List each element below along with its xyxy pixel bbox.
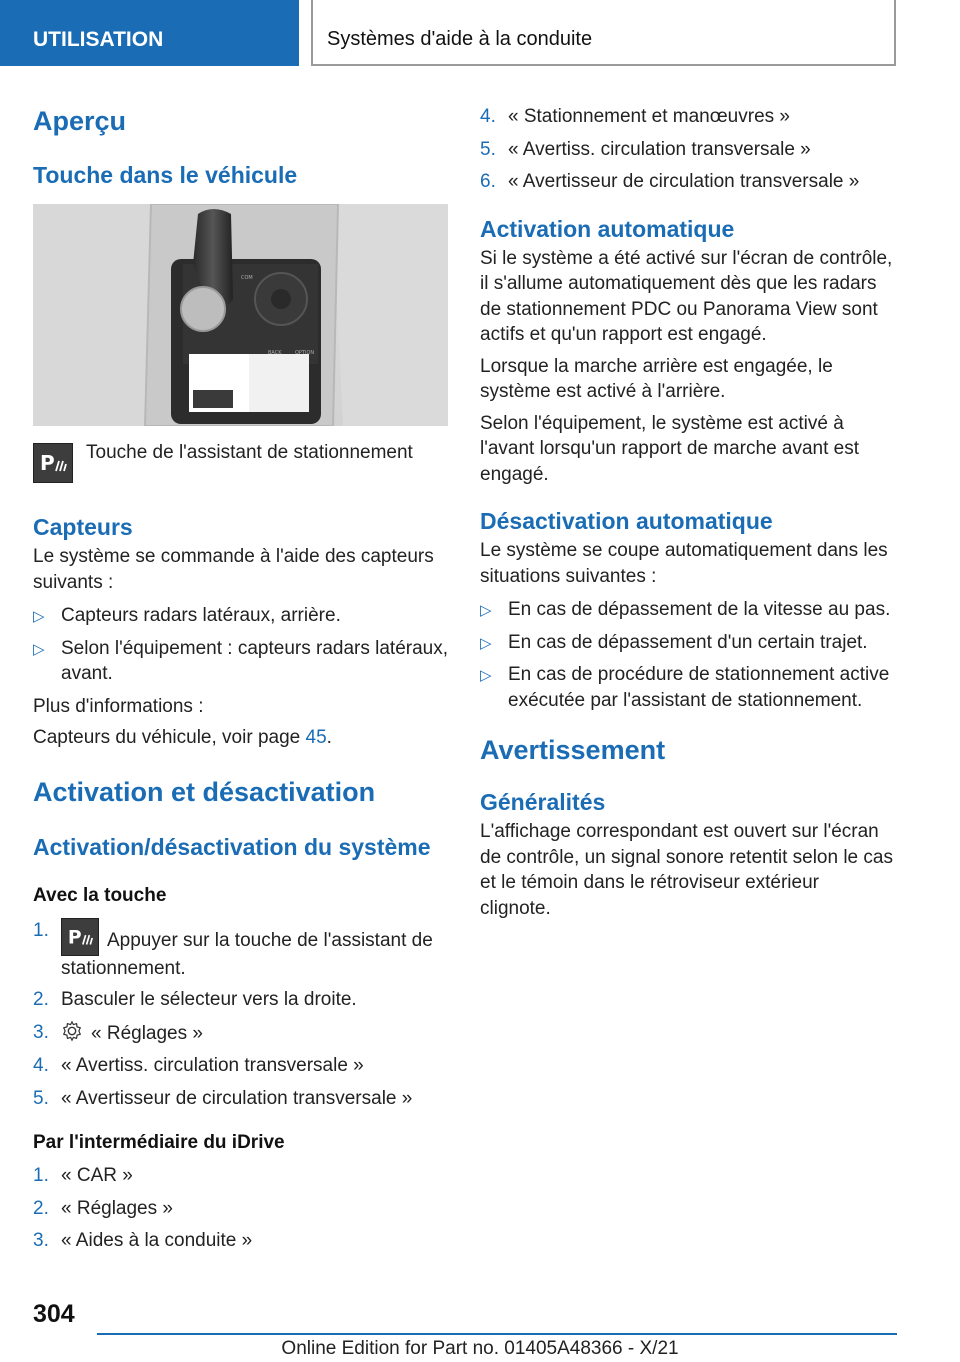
plus-info: Plus d'informations : xyxy=(33,695,204,717)
heading-avec-touche: Avec la touche xyxy=(33,884,167,906)
list-item: 5. « Avertisseur de circulation transversale » xyxy=(33,1087,413,1109)
continued-steps xyxy=(480,104,895,195)
list-item: 6. « Avertisseur de circulation transversale » xyxy=(480,171,860,192)
svg-text:COM: COM xyxy=(241,275,253,281)
page-number: 304 xyxy=(33,1300,75,1328)
auto-act-paragraph-1: Si le système a été activé sur l'écran de contrôle, il s'allume automatiquement dès que les radars de stationnement PDC ou Panorama View sont actifs et qu'un rapport est engagé. xyxy=(480,247,893,345)
idrive-steps xyxy=(33,1163,448,1254)
triangle-bullet-icon: ▷ xyxy=(480,667,492,684)
svg-text:P: P xyxy=(67,927,82,949)
heading-activation: Activation et désactivation xyxy=(33,776,376,807)
auto-deact-intro: Le système se coupe automatiquement dans les situations suivantes : xyxy=(480,540,888,587)
list-item: ▷ Selon l'équipement : capteurs radars latéraux, avant. xyxy=(33,637,449,684)
list-item: 3. « Aides à la conduite » xyxy=(33,1230,253,1251)
heading-activation-auto: Activation automatique xyxy=(480,215,735,242)
auto-act-paragraph-2: Lorsque la marche arrière est engagée, le système est activé à l'arrière. xyxy=(480,355,833,402)
page-header xyxy=(0,0,960,66)
photo-caption xyxy=(33,443,448,483)
svg-text:P: P xyxy=(40,451,55,475)
chapter-title: Systèmes d'aide à la conduite xyxy=(311,0,896,66)
auto-deact-list xyxy=(480,597,895,713)
list-item: 4. « Stationnement et manœuvres » xyxy=(480,106,790,127)
list-item: 5. « Avertiss. circulation transversale » xyxy=(480,138,811,160)
parking-assistant-icon xyxy=(61,918,99,956)
list-item: ▷ En cas de procédure de stationnement active exécutée par l'assistant de stationnement. xyxy=(480,664,890,711)
right-column xyxy=(480,98,895,921)
list-item: 1. « CAR » xyxy=(33,1165,133,1186)
heading-capteurs: Capteurs xyxy=(33,514,133,540)
avec-touche-steps xyxy=(33,918,448,1112)
section-title: UTILISATION xyxy=(0,0,299,66)
list-item: ▷ En cas de dépassement d'un certain trajet. xyxy=(480,630,895,656)
list-item: 2. Basculer le sélecteur vers la droite. xyxy=(33,989,357,1010)
svg-text:BACK: BACK xyxy=(268,350,282,356)
heading-touche-vehicule: Touche dans le véhicule xyxy=(33,162,298,188)
svg-text:OPTION: OPTION xyxy=(295,350,315,356)
heading-generalites: Généralités xyxy=(480,789,606,815)
voir-page-ref: Capteurs du véhicule, voir page 45. xyxy=(33,727,332,748)
edition-note: Online Edition for Part no. 01405A48366 - X/21 xyxy=(281,1338,679,1359)
page-link[interactable]: 45 xyxy=(305,727,327,748)
console-illustration xyxy=(33,204,448,426)
triangle-bullet-icon: ▷ xyxy=(480,602,492,619)
footer-divider xyxy=(97,1333,897,1335)
triangle-bullet-icon: ▷ xyxy=(480,634,492,652)
console-photo xyxy=(33,204,448,426)
list-item: 4. « Avertiss. circulation transversale » xyxy=(33,1055,364,1076)
list-item: ▷ En cas de dépassement de la vitesse au pas. xyxy=(480,597,895,623)
auto-act-paragraph-3: Selon l'équipement, le système est activé à l'avant lorsqu'un rapport de marche avant est engagé. xyxy=(480,412,860,485)
parking-assistant-icon xyxy=(33,443,73,483)
triangle-bullet-icon: ▷ xyxy=(33,640,45,658)
list-item: 2. « Réglages » xyxy=(33,1197,173,1219)
capteurs-intro: Le système se commande à l'aide des capteurs suivants : xyxy=(33,546,434,593)
heading-activation-systeme: Activation/désactivation du système xyxy=(33,833,431,860)
heading-idrive: Par l'intermédiaire du iDrive xyxy=(33,1132,285,1153)
heading-avertissement: Avertissement xyxy=(480,735,666,765)
settings-gear-icon xyxy=(61,1020,83,1042)
heading-desactivation-auto: Désactivation automatique xyxy=(480,508,773,534)
caption-text: Touche de l'assistant de stationnement xyxy=(86,442,413,463)
triangle-bullet-icon: ▷ xyxy=(33,608,45,625)
list-item: 1. P Appuyer sur la touche de l'assistant de stationnement. xyxy=(33,919,433,979)
list-item: 3. « Réglages » xyxy=(33,1021,203,1044)
heading-apercu: Aperçu xyxy=(33,106,127,136)
capteurs-list xyxy=(33,603,448,687)
list-item: ▷ Capteurs radars latéraux, arrière. xyxy=(33,603,448,629)
generalites-paragraph: L'affichage correspondant est ouvert sur l'écran de contrôle, un signal sonore retentit selon le cas et le témoin dans le rétroviseur extérieur clignote. xyxy=(480,821,893,919)
left-column xyxy=(33,98,448,1261)
